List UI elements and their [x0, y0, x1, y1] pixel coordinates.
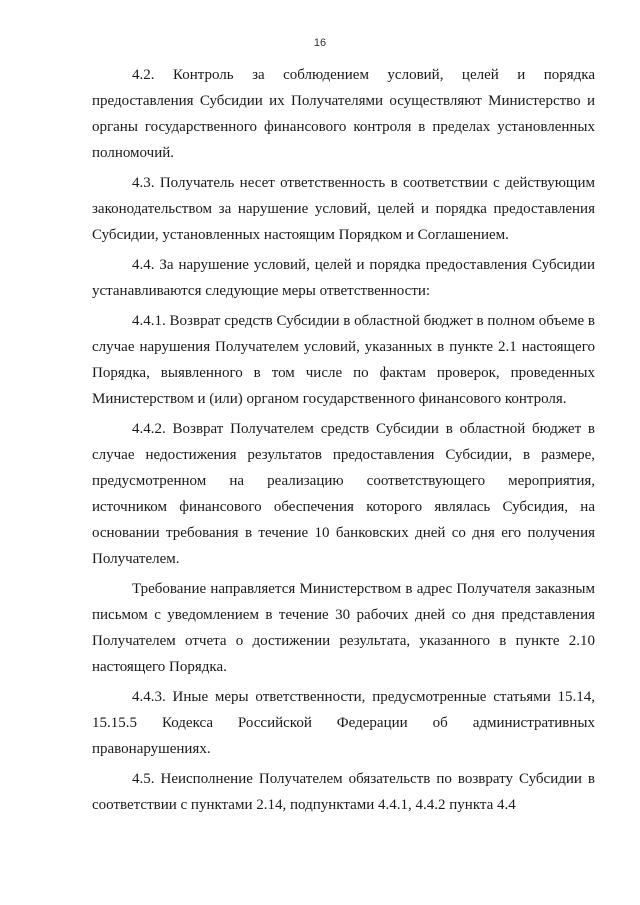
paragraph-requirement: Требование направляется Министерством в адрес Получателя заказным письмом с уведомлением в течение 30 рабочих дней со дня представления Получателем отчета о достижении результата, указанного в пункте 2.10 настоящего Порядка. [92, 581, 595, 675]
paragraph-4-4-1: 4.4.1. Возврат средств Субсидии в областной бюджет в полном объеме в случае нарушения Получателем условий, указанных в пункте 2.1 настоящего Порядка, выявленного в том числе по фактам проверок, проведенных Министерством и (или) органом государственного финансового контроля. [92, 313, 595, 407]
paragraph-4-5: 4.5. Неисполнение Получателем обязательств по возврату Субсидии в соответствии с пунктами 2.14, подпунктами 4.4.1, 4.4.2 пункта 4.4 [92, 771, 595, 813]
document-body [92, 62, 595, 818]
paragraph-4-4: 4.4. За нарушение условий, целей и порядка предоставления Субсидии устанавливаются следующие меры ответственности: [92, 257, 595, 299]
paragraph-4-3: 4.3. Получатель несет ответственность в соответствии с действующим законодательством за нарушение условий, целей и порядка предоставления Субсидии, установленных настоящим Порядком и Соглашением. [92, 175, 595, 243]
paragraph-4-2: 4.2. Контроль за соблюдением условий, целей и порядка предоставления Субсидии их Получателями осуществляют Министерство и органы государственного финансового контроля в пределах установленных полномочий. [92, 67, 595, 161]
page-number: 16 [313, 37, 327, 49]
paragraph-4-4-2: 4.4.2. Возврат Получателем средств Субсидии в областной бюджет в случае недостижения результатов предоставления Субсидии, в размере, предусмотренном на реализацию соответствующего мероприятия, источником финансового обеспечения которого являлась Субсидия, на основании требования в течение 10 банковских дней со дня его получения Получателем. [92, 421, 595, 567]
paragraph-4-4-3: 4.4.3. Иные меры ответственности, предусмотренные статьями 15.14, 15.15.5 Кодекса Российской Федерации об административных правонарушениях. [92, 689, 595, 757]
